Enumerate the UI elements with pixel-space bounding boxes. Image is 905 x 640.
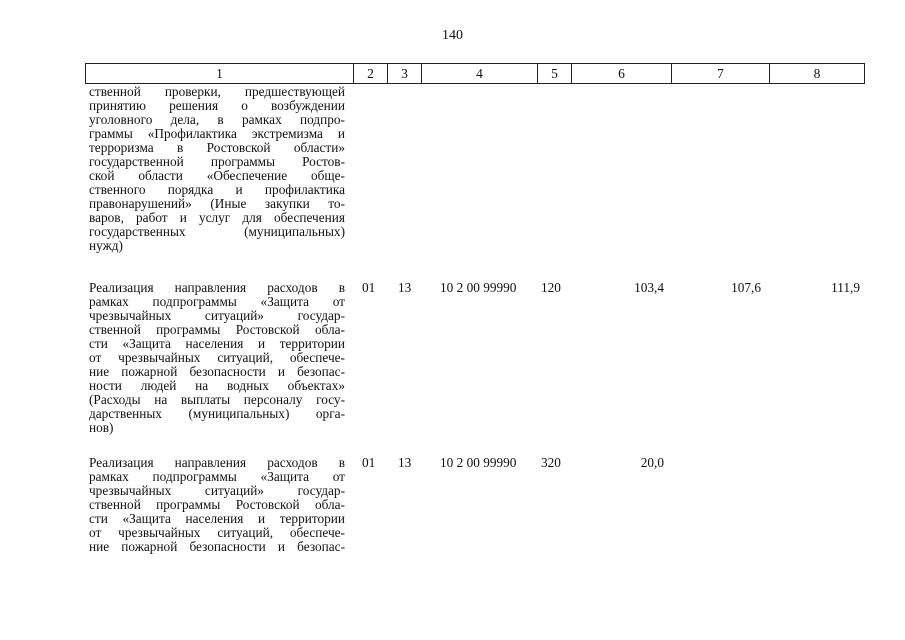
header-col-4: 4 <box>421 64 537 83</box>
description-line: чрезвычайных ситуаций» государ- <box>89 308 345 323</box>
description-line: ственной программы Ростовской обла- <box>89 497 345 512</box>
description-line: ственной проверки, предшествующей <box>89 84 345 99</box>
target-article-code: 10 2 00 99990 <box>440 280 517 295</box>
expense-type-code: 320 <box>541 455 561 470</box>
row-description <box>89 456 345 554</box>
header-col-5: 5 <box>537 64 571 83</box>
description-line: сти «Защита населения и территории <box>89 511 345 526</box>
description-line: Реализация направления расходов в <box>89 455 345 470</box>
amount-year-2: 107,6 <box>731 280 761 295</box>
amount-year-1: 103,4 <box>634 280 664 295</box>
description-line: принятию решения о возбуждении <box>89 98 345 113</box>
amount-year-1: 20,0 <box>640 455 664 470</box>
description-line: от чрезвычайных ситуаций, обеспече- <box>89 525 345 540</box>
description-line: ственной программы Ростовской обла- <box>89 322 345 337</box>
description-line: ние пожарной безопасности и безопас- <box>89 364 345 379</box>
page-number: 140 <box>442 28 463 43</box>
description-line: государственных (муниципальных) <box>89 224 345 239</box>
row-description <box>89 281 345 435</box>
section-code: 01 <box>362 280 376 295</box>
description-line: (Расходы на выплаты персоналу госу- <box>89 392 345 407</box>
description-line: рамках подпрограммы «Защита от <box>89 294 345 309</box>
header-col-3: 3 <box>387 64 421 83</box>
description-line: дарственных (муниципальных) орга- <box>89 406 345 421</box>
description-line: сти «Защита населения и территории <box>89 336 345 351</box>
target-article-code: 10 2 00 99990 <box>440 455 517 470</box>
description-line: ние пожарной безопасности и безопас- <box>89 539 345 554</box>
description-line: от чрезвычайных ситуаций, обеспече- <box>89 350 345 365</box>
table-header <box>85 63 865 84</box>
description-line: уголовного дела, в рамках подпро- <box>89 112 345 127</box>
expense-type-code: 120 <box>541 280 561 295</box>
description-line: варов, работ и услуг для обеспечения <box>89 210 345 225</box>
row-description <box>89 85 345 253</box>
subsection-code: 13 <box>398 455 412 470</box>
description-line: нов) <box>89 420 114 435</box>
description-line: государственной программы Ростов- <box>89 154 345 169</box>
header-col-2: 2 <box>353 64 387 83</box>
subsection-code: 13 <box>398 280 412 295</box>
header-col-7: 7 <box>671 64 769 83</box>
description-line: ственного порядка и профилактика <box>89 182 345 197</box>
description-line: нужд) <box>89 238 123 253</box>
header-col-1: 1 <box>216 66 223 81</box>
section-code: 01 <box>362 455 376 470</box>
description-line: ской области «Обеспечение обще- <box>89 168 345 183</box>
description-line: ности людей на водных объектах» <box>89 378 345 393</box>
description-line: граммы «Профилактика экстремизма и <box>89 126 345 141</box>
description-line: правонарушений» (Иные закупки то- <box>89 196 345 211</box>
description-line: терроризма в Ростовской области» <box>89 140 345 155</box>
amount-year-3: 111,9 <box>831 280 860 295</box>
description-line: чрезвычайных ситуаций» государ- <box>89 483 345 498</box>
header-col-6: 6 <box>571 64 671 83</box>
description-line: рамках подпрограммы «Защита от <box>89 469 345 484</box>
description-line: Реализация направления расходов в <box>89 280 345 295</box>
header-col-8: 8 <box>769 64 864 83</box>
